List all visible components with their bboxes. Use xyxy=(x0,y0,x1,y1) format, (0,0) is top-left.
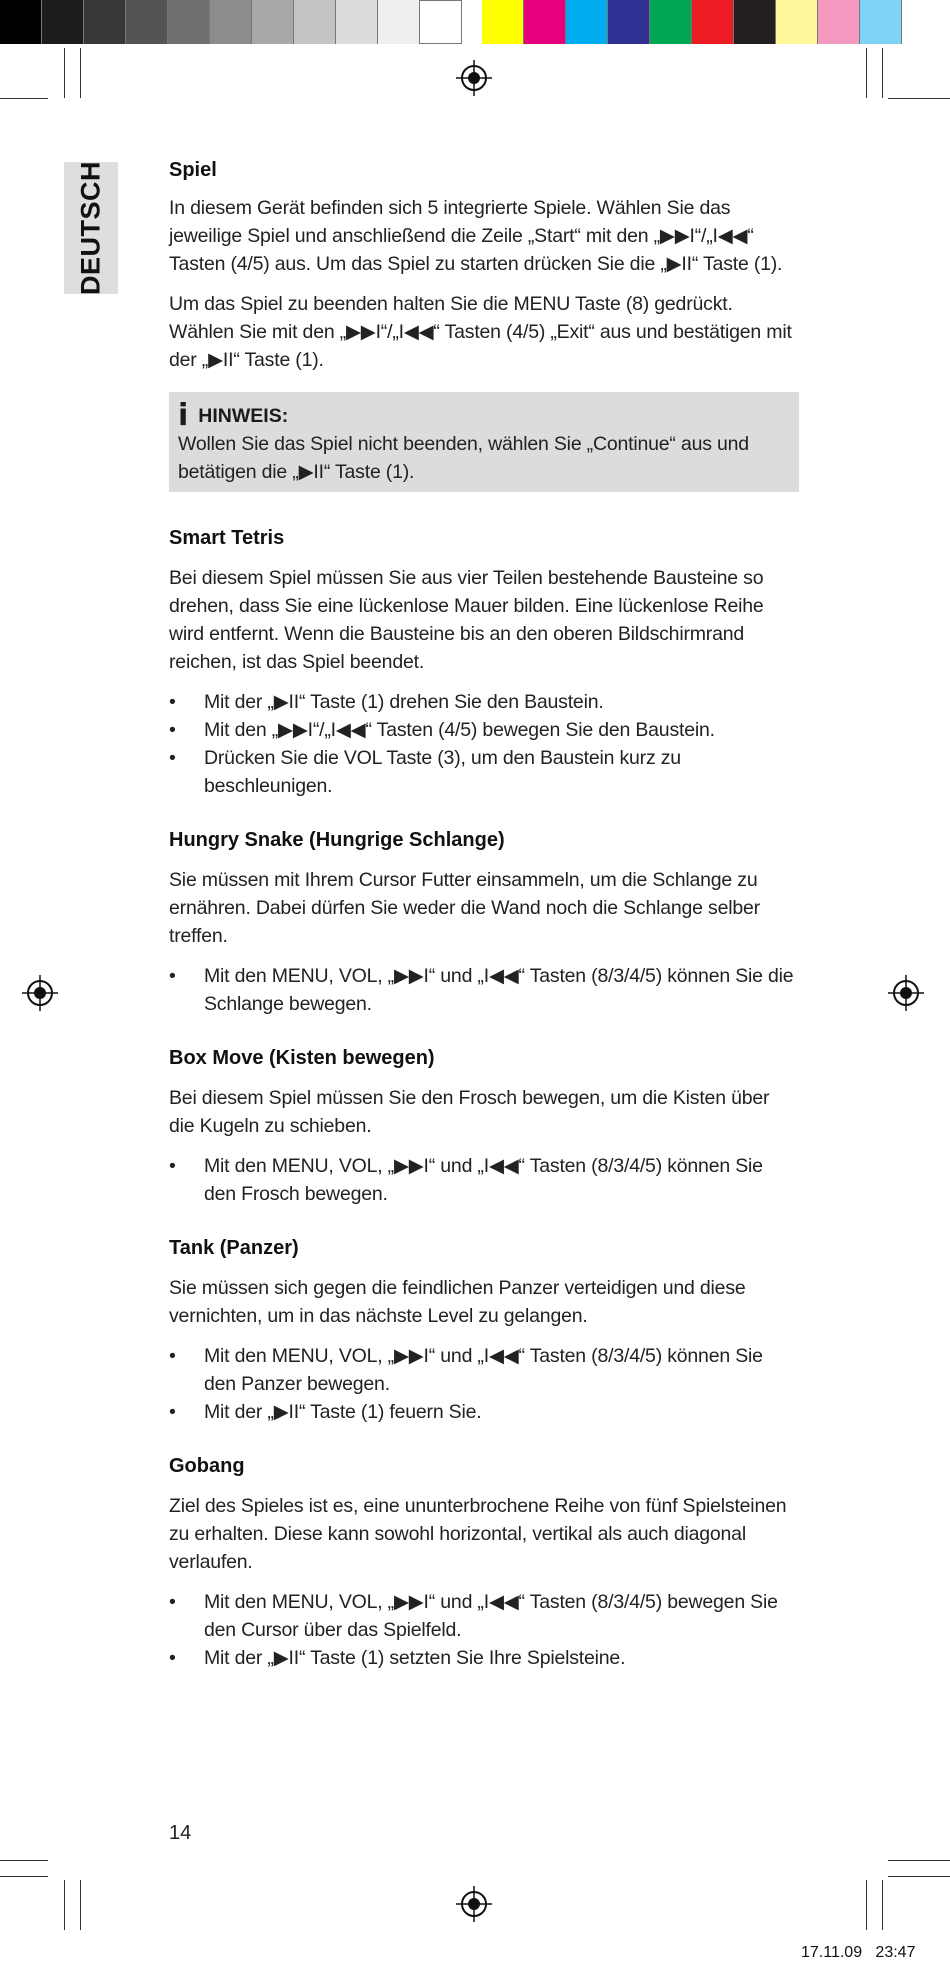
bullet-list xyxy=(169,1342,799,1426)
crop-mark xyxy=(64,48,65,98)
registration-target-icon xyxy=(888,975,924,1011)
color-swatch xyxy=(84,0,126,44)
color-swatch xyxy=(336,0,378,44)
color-swatch xyxy=(42,0,84,44)
note-label: HINWEIS: xyxy=(198,404,289,427)
color-swatch xyxy=(818,0,860,44)
paragraph: Sie müssen sich gegen die feindlichen Panzer verteidigen und diese vernichten, um in das nächste Level zu gelangen. xyxy=(169,1277,746,1327)
color-swatch xyxy=(378,0,420,44)
color-calibration-strip xyxy=(0,0,902,44)
note-box xyxy=(169,392,799,492)
registration-target-icon xyxy=(22,975,58,1011)
color-swatch xyxy=(210,0,252,44)
crop-mark xyxy=(866,1880,867,1930)
info-icon: i xyxy=(178,398,189,433)
crop-mark xyxy=(866,48,867,98)
color-swatch xyxy=(0,0,42,44)
language-tab xyxy=(64,162,118,294)
color-swatch xyxy=(734,0,776,44)
color-swatch xyxy=(776,0,818,44)
paragraph: Um das Spiel zu beenden halten Sie die MENU Taste (8) gedrückt. Wählen Sie mit den „▶▶I“/„I◀◀“ Tasten (4/5) „Exit“ aus und bestätigen mit der „▶II“ Taste (1). xyxy=(169,293,792,371)
color-swatch xyxy=(126,0,168,44)
paragraph: Ziel des Spieles ist es, eine ununterbrochene Reihe von fünf Spielsteinen zu erhalten. Diese kann sowohl horizontal, vertikal als auch diagonal verlaufen. xyxy=(169,1495,787,1573)
color-swatch xyxy=(294,0,336,44)
section-heading-spiel: Spiel xyxy=(169,159,217,181)
section-heading-tetris: Smart Tetris xyxy=(169,527,285,549)
color-swatch xyxy=(420,0,462,44)
bullet-list xyxy=(169,962,799,1018)
section-heading-gobang: Gobang xyxy=(169,1455,245,1477)
page-number: 14 xyxy=(169,1822,192,1844)
manual-content xyxy=(169,156,799,1672)
print-timestamp: 17.11.09 23:47 xyxy=(801,1944,916,1961)
paragraph: In diesem Gerät befinden sich 5 integrierte Spiele. Wählen Sie das jeweilige Spiel und anschließend die Zeile „Start“ mit den „▶▶I“/„I◀◀“ Tasten (4/5) aus. Um das Spiel zu starten drücken Sie die „▶II“ Taste (1). xyxy=(169,197,783,275)
color-swatch xyxy=(168,0,210,44)
crop-mark xyxy=(0,1860,48,1861)
list-item: • Drücken Sie die VOL Taste (3), um den Baustein kurz zu beschleunigen. xyxy=(169,744,799,800)
registration-target-icon xyxy=(456,60,492,96)
paragraph: Bei diesem Spiel müssen Sie aus vier Teilen bestehende Bausteine so drehen, dass Sie eine lückenlose Mauer bilden. Eine lückenlose Reihe wird entfernt. Wenn die Bausteine bis an den oberen Bildschirmrand reichen, ist das Spiel beendet. xyxy=(169,567,764,673)
crop-mark xyxy=(888,1876,950,1877)
list-item: • Mit der „▶II“ Taste (1) setzten Sie Ihre Spielsteine. xyxy=(169,1644,799,1672)
color-swatch xyxy=(524,0,566,44)
note-text: Wollen Sie das Spiel nicht beenden, wählen Sie „Continue“ aus und betätigen die „▶II“ Taste (1). xyxy=(178,433,749,483)
registration-target-icon xyxy=(456,1886,492,1922)
crop-mark xyxy=(80,48,81,98)
crop-mark xyxy=(0,1876,48,1877)
crop-mark xyxy=(0,98,48,99)
list-item: • Mit den MENU, VOL, „▶▶I“ und „I◀◀“ Tasten (8/3/4/5) bewegen Sie den Cursor über das Spielfeld. xyxy=(169,1588,799,1644)
color-swatch xyxy=(566,0,608,44)
section-heading-snake: Hungry Snake (Hungrige Schlange) xyxy=(169,829,505,851)
list-item: • Mit der „▶II“ Taste (1) feuern Sie. xyxy=(169,1398,799,1426)
list-item: • Mit den MENU, VOL, „▶▶I“ und „I◀◀“ Tasten (8/3/4/5) können Sie die Schlange bewegen. xyxy=(169,962,799,1018)
list-item: • Mit der „▶II“ Taste (1) drehen Sie den Baustein. xyxy=(169,688,799,716)
section-heading-tank: Tank (Panzer) xyxy=(169,1237,299,1259)
color-swatch xyxy=(860,0,902,44)
crop-mark xyxy=(882,48,883,98)
crop-mark xyxy=(888,1860,950,1861)
crop-mark xyxy=(888,98,950,99)
bullet-list xyxy=(169,1152,799,1208)
list-item: • Mit den „▶▶I“/„I◀◀“ Tasten (4/5) bewegen Sie den Baustein. xyxy=(169,716,799,744)
bullet-list xyxy=(169,688,799,800)
color-swatch xyxy=(650,0,692,44)
section-heading-boxmove: Box Move (Kisten bewegen) xyxy=(169,1047,435,1069)
paragraph: Bei diesem Spiel müssen Sie den Frosch bewegen, um die Kisten über die Kugeln zu schieben. xyxy=(169,1087,770,1137)
color-swatch xyxy=(692,0,734,44)
list-item: • Mit den MENU, VOL, „▶▶I“ und „I◀◀“ Tasten (8/3/4/5) können Sie den Frosch bewegen. xyxy=(169,1152,799,1208)
bullet-list xyxy=(169,1588,799,1672)
color-swatch xyxy=(252,0,294,44)
list-item: • Mit den MENU, VOL, „▶▶I“ und „I◀◀“ Tasten (8/3/4/5) können Sie den Panzer bewegen. xyxy=(169,1342,799,1398)
crop-mark xyxy=(882,1880,883,1930)
language-tab-label: DEUTSCH xyxy=(75,160,106,296)
paragraph: Sie müssen mit Ihrem Cursor Futter einsammeln, um die Schlange zu ernähren. Dabei dürfen Sie weder die Wand noch die Schlange selber treffen. xyxy=(169,869,760,947)
crop-mark xyxy=(80,1880,81,1930)
crop-mark xyxy=(64,1880,65,1930)
color-swatch xyxy=(608,0,650,44)
color-swatch xyxy=(482,0,524,44)
